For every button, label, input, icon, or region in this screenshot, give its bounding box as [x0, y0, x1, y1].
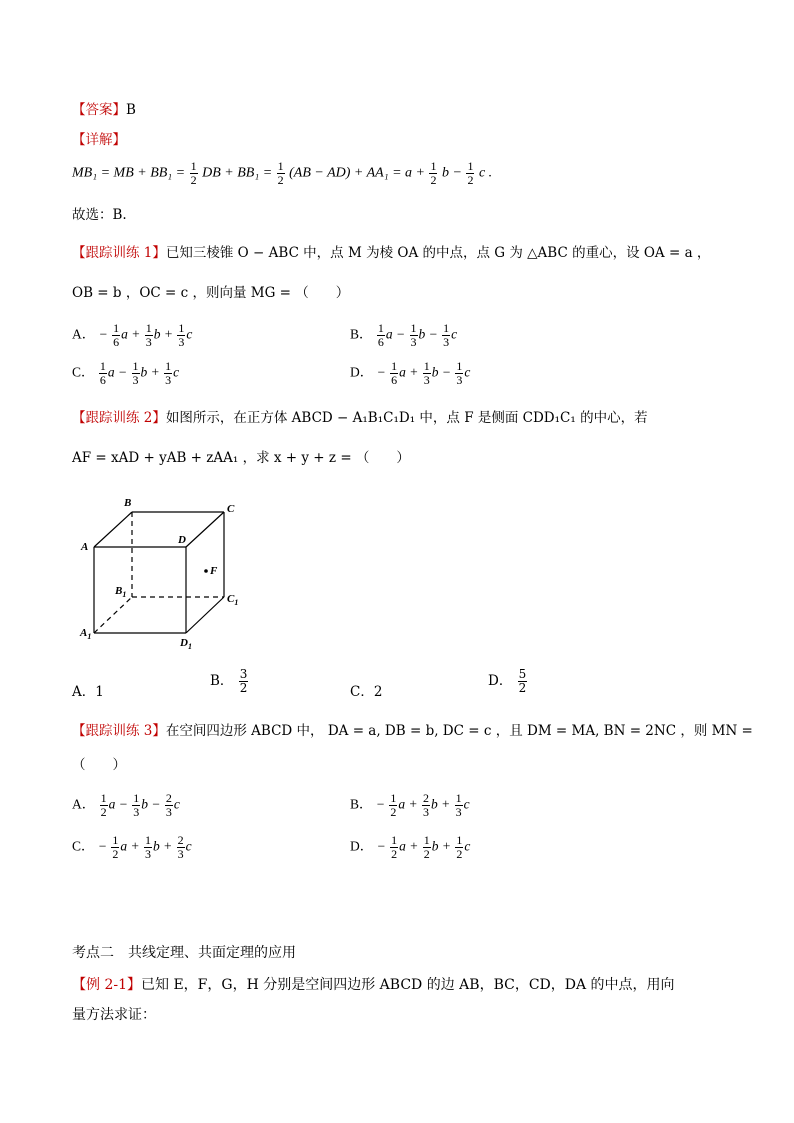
- cube-figure: [72, 495, 252, 655]
- label-f: F: [210, 565, 218, 577]
- edge: [94, 512, 132, 547]
- example-line1: [72, 976, 675, 994]
- p1-text1: 已知三棱锥 O − ABC 中，点 M 为棱 OA 的中点，点 G 为 △ABC 的重心，设 OA = a ，: [165, 245, 711, 261]
- answer-line: [72, 101, 136, 119]
- option-letter: C．: [72, 364, 95, 380]
- example-label: 【例 2-1】: [72, 977, 141, 993]
- p1-label: 【跟踪训练 1】: [72, 245, 166, 261]
- option-letter: D．: [488, 673, 513, 689]
- label-a1: $A_1$: [80, 627, 92, 641]
- solution-mid: DB + BB₁ =: [202, 165, 276, 181]
- label-c: C: [227, 503, 235, 515]
- answer-value: B: [126, 102, 136, 118]
- option-letter: A．: [72, 684, 96, 700]
- hidden-edge: [94, 597, 132, 633]
- p3-option-c[interactable]: C． − $\frac{1}{2}$ a + $\frac{1}{3}$ b + $\frac{2}{3}$ c: [72, 833, 192, 861]
- conclusion: 故选：B.: [72, 207, 127, 223]
- answer-label: 【答案】: [72, 102, 126, 118]
- option-letter: B．: [210, 673, 234, 689]
- frac-half-1: $\frac{1}{2}$: [190, 159, 197, 187]
- p3-line1: [72, 722, 753, 740]
- p2-option-b[interactable]: [210, 668, 249, 695]
- label-b1: $B_1$: [115, 585, 127, 599]
- p3-line2: （ ）: [72, 757, 126, 773]
- p2-label: 【跟踪训练 2】: [72, 410, 166, 426]
- option-letter: C．: [72, 838, 95, 854]
- edge: [186, 597, 224, 633]
- label-c1: $C_1$: [227, 593, 239, 607]
- label-d: D: [178, 534, 186, 546]
- solution-mid2: (AB − AD) + AA₁ = a +: [289, 165, 429, 181]
- frac-half-2: $\frac{1}{2}$: [277, 159, 284, 187]
- label-d1: $D_1$: [180, 637, 192, 651]
- section2-title: 考点二 共线定理、共面定理的应用: [72, 945, 296, 961]
- option-value: 1: [95, 684, 104, 700]
- p3-text1: 在空间四边形 ABCD 中， DA = a, DB = b, DC = c ，且 DM = MA, BN = 2NC ，则 MN =: [165, 723, 753, 739]
- detail-label: 【详解】: [72, 132, 126, 148]
- p2-line2: AF = xAD + yAB + zAA₁ ，求 x + y + z = （ ）: [72, 450, 410, 466]
- p2-option-c[interactable]: [350, 680, 382, 700]
- option-letter: A．: [72, 326, 96, 342]
- example-line2: 量方法求证：: [72, 1007, 156, 1023]
- solution-tail1: b −: [441, 165, 466, 181]
- p2-text1: 如图所示，在正方体 ABCD − A₁B₁C₁D₁ 中，点 F 是侧面 CDD₁C₁ 的中心，若: [165, 410, 648, 426]
- p1-option-d[interactable]: D． − $\frac{1}{6}$ a + $\frac{1}{3}$ b − $\frac{1}{3}$ c: [350, 359, 471, 387]
- p2-line1: [72, 409, 648, 427]
- label-a: A: [81, 541, 89, 553]
- p1-line2: OB = b ，OC = c ，则向量 MG = （ ）: [72, 285, 350, 301]
- frac-half-3: $\frac{1}{2}$: [430, 159, 437, 187]
- p2-option-a[interactable]: [72, 680, 104, 700]
- p1-option-b[interactable]: B． $\frac{1}{6}$ a − $\frac{1}{3}$ b − $\frac{1}{3}$ c: [350, 321, 458, 349]
- solution-tail2: c .: [478, 165, 493, 181]
- label-b: B: [124, 497, 132, 509]
- option-letter: D．: [350, 838, 374, 854]
- solution-formula: [72, 160, 492, 187]
- p2-option-d[interactable]: [488, 668, 528, 695]
- point-f-dot: [204, 569, 208, 573]
- detail-line: [72, 131, 126, 149]
- p1-option-a[interactable]: A． − $\frac{1}{6}$ a + $\frac{1}{3}$ b + $\frac{1}{3}$ c: [72, 321, 193, 349]
- p1-line1: [72, 244, 710, 262]
- p3-option-a[interactable]: A． $\frac{1}{2}$ a − $\frac{1}{3}$ b − $\frac{2}{3}$ c: [72, 791, 180, 819]
- p3-option-b[interactable]: B． − $\frac{1}{2}$ a + $\frac{2}{3}$ b + $\frac{1}{3}$ c: [350, 791, 470, 819]
- frac-half-4: $\frac{1}{2}$: [467, 159, 474, 187]
- option-letter: A．: [72, 796, 96, 812]
- option-fraction: $\frac{3}{2}$: [239, 667, 248, 695]
- p3-option-d[interactable]: D． − $\frac{1}{2}$ a + $\frac{1}{2}$ b + $\frac{1}{2}$ c: [350, 833, 471, 861]
- option-letter: D．: [350, 364, 374, 380]
- solution-lhs: MB₁ = MB + BB₁ =: [72, 165, 189, 181]
- option-fraction: $\frac{5}{2}$: [518, 667, 527, 695]
- option-letter: C．: [350, 684, 374, 700]
- option-letter: B．: [350, 326, 373, 342]
- edge: [186, 512, 224, 547]
- option-value: 2: [373, 684, 383, 700]
- option-letter: B．: [350, 796, 373, 812]
- p1-option-c[interactable]: C． $\frac{1}{6}$ a − $\frac{1}{3}$ b + $\frac{1}{3}$ c: [72, 359, 180, 387]
- example-text1: 已知 E，F，G，H 分别是空间四边形 ABCD 的边 AB，BC，CD，DA 的中点，用向: [141, 977, 675, 993]
- p3-label: 【跟踪训练 3】: [72, 723, 166, 739]
